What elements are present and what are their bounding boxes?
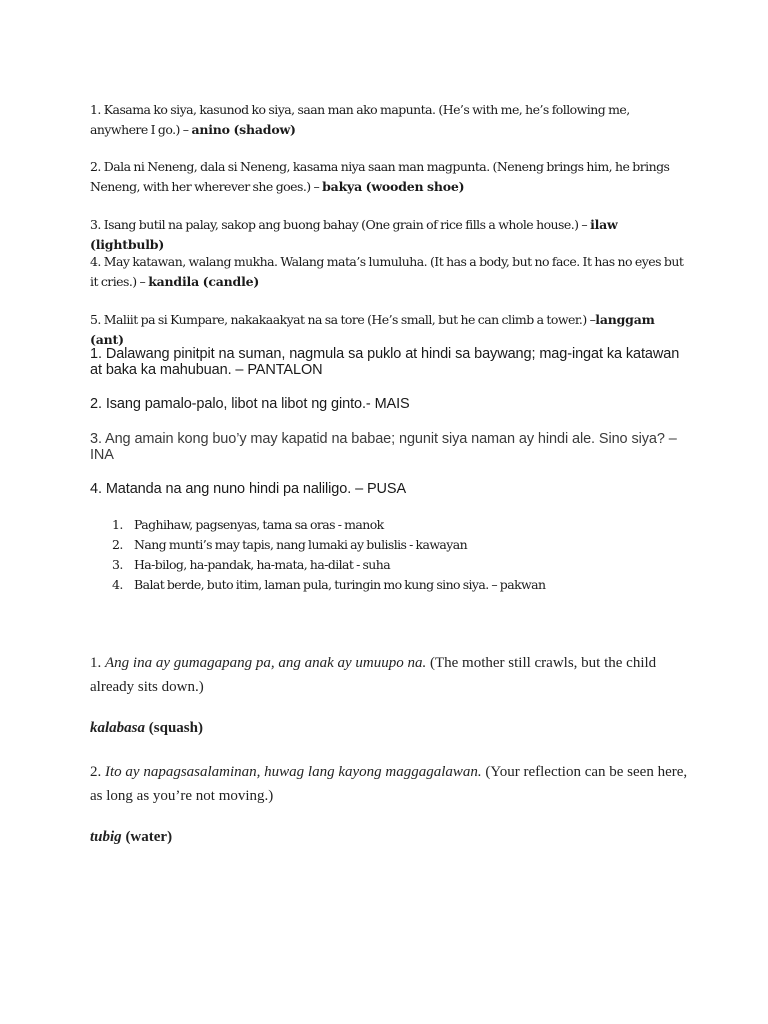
riddle-answer: ilaw (lightbulb) (90, 217, 618, 252)
riddle-answer: kandila (candle) (148, 274, 260, 289)
list-item (90, 515, 650, 535)
riddle-kalabasa (90, 651, 690, 699)
riddle-answer: anino (shadow) (191, 122, 296, 137)
riddle-number: 1. (90, 655, 105, 671)
list-number: 1. (112, 517, 123, 532)
list-number: 2. (112, 537, 123, 552)
answer-word: tubig (90, 829, 122, 845)
numbered-riddle-list (90, 515, 650, 595)
list-text: Nang munti’s may tapis, nang lumaki ay bulislis - kawayan (134, 537, 468, 552)
riddle-4 (90, 252, 690, 292)
list-text: Ha-bilog, ha-pandak, ha-mata, ha-dilat - suha (134, 557, 391, 572)
answer-tubig (90, 825, 690, 849)
riddle-translation: (The mother still crawls, but the child already sits down.) (90, 655, 657, 695)
riddle-ina: 3. Ang amain kong buo’y may kapatid na babae; ngunit siya naman ay hindi ale. Sino siya? – INA (90, 431, 677, 463)
riddle-tubig (90, 760, 690, 808)
list-text: Balat berde, buto itim, laman pula, turingin mo kung sino siya. – pakwan (134, 577, 546, 592)
riddle-text: 2. Dala ni Neneng, dala si Neneng, kasama niya saan man magpunta. (Neneng brings him, he brings Neneng, with her wherever she goes.) – (90, 159, 670, 194)
riddle-text: 1. Kasama ko siya, kasunod ko siya, saan man ako mapunta. (He’s with me, he’s following me, anywhere I go.) – (90, 102, 630, 137)
list-number: 3. (112, 557, 123, 572)
riddle-2 (90, 157, 690, 197)
riddle-answer: langgam (ant) (90, 312, 655, 347)
list-text: Paghihaw, pagsenyas, tama sa oras - manok (134, 517, 384, 532)
list-item (90, 535, 650, 555)
answer-kalabasa (90, 716, 690, 740)
answer-word: kalabasa (90, 720, 146, 736)
answer-translation: (water) (121, 829, 173, 845)
riddle-italic-text: Ang ina ay gumagapang pa, ang anak ay umuupo na. (105, 655, 427, 671)
riddle-number: 2. (90, 764, 105, 780)
riddle-pusa: 4. Matanda na ang nuno hindi pa naliligo. – PUSA (90, 481, 407, 497)
riddle-3 (90, 215, 690, 255)
riddle-pantalon: 1. Dalawang pinitpit na suman, nagmula sa puklo at hindi sa baywang; mag-ingat ka katawan at baka ka mahubuan. – PANTALON (90, 346, 680, 378)
riddle-1 (90, 100, 690, 140)
riddle-text: 4. May katawan, walang mukha. Walang mata’s lumuluha. (It has a body, but no face. It has no eyes but it cries.) – (90, 254, 684, 289)
riddle-text: 5. Maliit pa si Kumpare, nakakaakyat na sa tore (He’s small, but he can climb a tower.) – (90, 312, 596, 327)
riddle-italic-text: Ito ay napagsasalaminan, huwag lang kayong maggagalawan. (105, 764, 482, 780)
riddle-mais: 2. Isang pamalo-palo, libot na libot ng ginto.- MAIS (90, 396, 410, 412)
answer-translation: (squash) (145, 720, 203, 736)
list-item (90, 575, 650, 595)
riddle-translation: (Your reflection can be seen here, as long as you’re not moving.) (90, 764, 688, 804)
riddle-answer: bakya (wooden shoe) (322, 179, 465, 194)
list-item (90, 555, 650, 575)
riddle-text: 3. Isang butil na palay, sakop ang buong bahay (One grain of rice fills a whole house.) – (90, 217, 591, 232)
riddle-5 (90, 310, 690, 350)
list-number: 4. (112, 577, 123, 592)
